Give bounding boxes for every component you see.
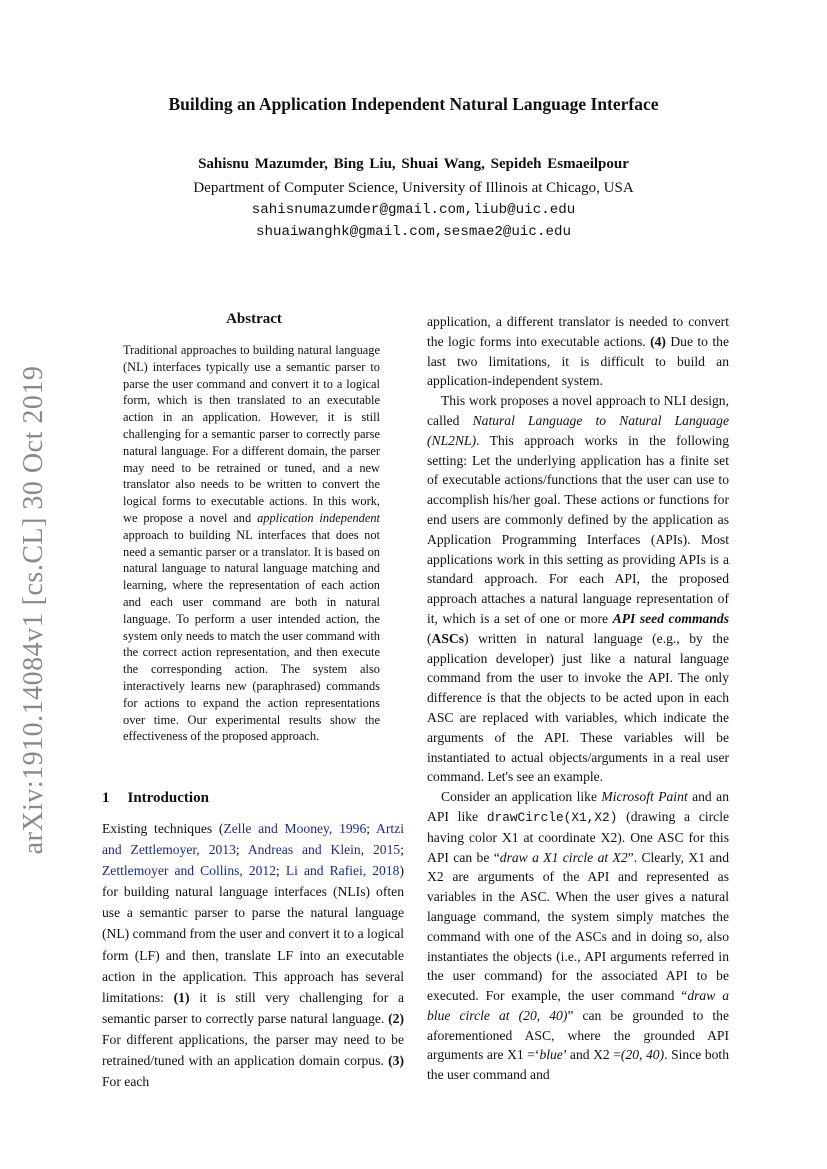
paragraph: Consider an application like Microsoft Paint and an API like drawCircle(X1,X2) (drawing a circle having color X1 at coordinate X2). One ASC for this API can be “draw a X1 circle at X2”. Clearly, X1 and X2 are arguments of the API and represented as variables in the ASC. When the user gives a natural language command, the system simply matches the command with one of the ASCs and in doing so, also instantiates the objects (i.e., API arguments referred in the user command) for the associated API to be executed. For example, the user command “draw a blue circle at (20, 40)” can be grounded to the aforementioned ASC, where the grounded API arguments are X1 =‘blue’ and X2 =(20, 40). Since both the user command and — [427, 789, 730, 1083]
citation-link[interactable]: Andreas and Klein, 2015 — [247, 842, 401, 858]
right-column-body — [427, 312, 729, 1085]
email-line-1: sahisnumazumder@gmail.com,liub@uic.edu — [251, 202, 576, 218]
introduction-body: Existing techniques (Zelle and Mooney, 1996; Artzi and Zettlemoyer, 2013; Andreas and Klein, 2015; Zettlemoyer and Collins, 2012; Li and Rafiei, 2018) for building natural language interfaces (NLIs) often use a semantic parser to parse the natural language (NL) command from the user and convert it to a logical form (LF) and then, translate LF into an executable action in the application. This approach has several limitations: (1) it is still very challenging for a semantic parser to correctly parse natural language. (2) For different applications, the parser may need to be retrained/tuned with an application domain corpus. (3) For each — [102, 821, 405, 1090]
citation-link[interactable]: Li and Rafiei, 2018 — [285, 863, 400, 879]
email-line-2: shuaiwanghk@gmail.com,sesmae2@uic.edu — [255, 224, 571, 240]
section-heading-introduction: 1 Introduction — [102, 790, 209, 806]
arxiv-id: arXiv:1910.14084v1 [cs.CL] 30 Oct 2019 — [18, 365, 49, 855]
citation-link[interactable]: Zettlemoyer and Collins, 2012 — [102, 863, 277, 879]
paragraph: application, a different translator is needed to convert the logic forms into executable actions. (4) Due to the last two limitations, it is difficult to build an application-independent system. — [427, 314, 729, 389]
arxiv-watermark — [14, 360, 54, 860]
paper-title: Building an Application Independent Natural Language Interface — [168, 94, 659, 114]
paragraph: This work proposes a novel approach to NLI design, called Natural Language to Natural Language (NL2NL). This approach works in the following setting: Let the underlying application has a finite set of executable actions/functions that the user can use to accomplish his/her goal. These actions or functions for end users are commonly defined by the application as Application Programming Interfaces (APIs). Most applications work in this setting as providing APIs is a standard approach. For each API, the proposed approach attaches a natural language representation of it, which is a set of one or more API seed commands (ASCs) written in natural language (e.g., by the application developer) just like a natural language command from the user to invoke the API. The only difference is that the objects to be acted upon in each ASC are replaced with variables, which indicate the arguments of the API. These variables will be instantiated to actual objects/arguments in a real user command. Let's see an example. — [427, 393, 729, 785]
abstract-heading: Abstract — [226, 311, 282, 327]
author-list: Sahisnu Mazumder, Bing Liu, Shuai Wang, Sepideh Esmaeilpour — [198, 156, 629, 172]
citation-link[interactable]: Artzi and Zettlemoyer, 2013 — [102, 821, 404, 858]
abstract-body: Traditional approaches to building natural language (NL) interfaces typically use a semantic parser to parse the user command and convert it to a logical form, which is then translated to an executable action in an application. However, it is still challenging for a semantic parser to correctly parse natural language. For a different domain, the parser may need to be retrained or tuned, and a new translator also needs to be written to convert the logical forms to executable actions. In this work, we propose a novel and application independent approach to building NL interfaces that does not need a semantic parser or a translator. It is based on natural language to natural language matching and learning, where the representation of each action and each user command are both in natural language. To perform a user intended action, the system only needs to match the user command with the correct action representation, and then execute the corresponding action. The system also interactively learns new (paraphrased) commands for actions to expand the action representations over time. Our experimental results show the effectiveness of the proposed approach. — [123, 343, 380, 744]
affiliation: Department of Computer Science, University of Illinois at Chicago, USA — [193, 180, 634, 196]
citation-link[interactable]: Zelle and Mooney, 1996 — [223, 821, 367, 836]
